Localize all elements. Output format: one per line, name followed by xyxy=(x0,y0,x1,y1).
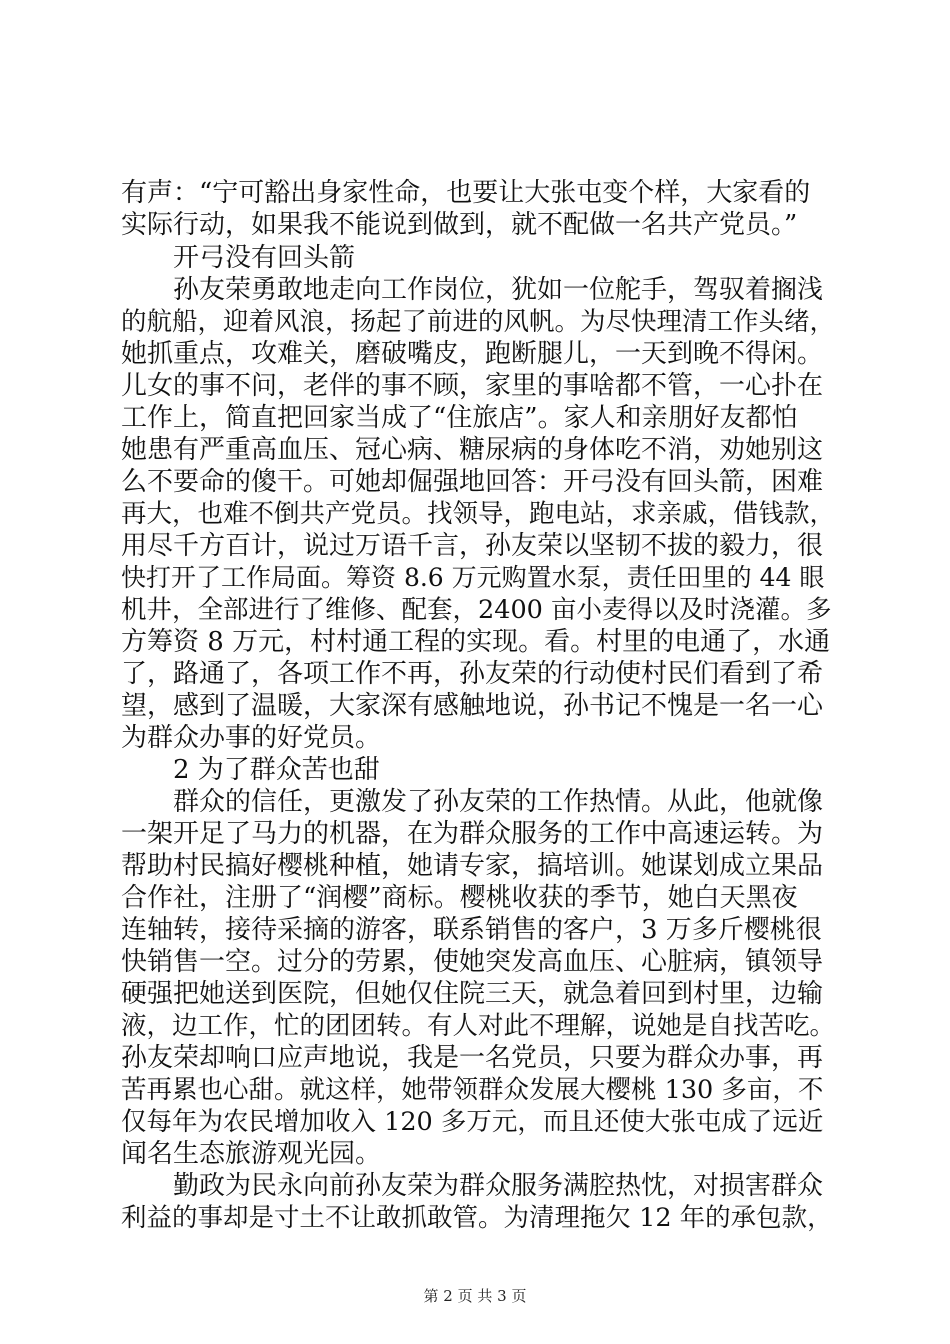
text-line: 工作上，简直把回家当成了“住旅店”。家人和亲朋好友都怕 xyxy=(121,403,798,433)
text-line: 液，边工作，忙的团团转。有人对此不理解，说她是自找苦吃。 xyxy=(121,1011,836,1041)
section-heading: 2 为了群众苦也甜 xyxy=(121,755,380,785)
text-line: 仅每年为农民增加收入 120 多万元，而且还使大张屯成了远近 xyxy=(121,1107,824,1137)
text-line: 望，感到了温暖，大家深有感触地说，孙书记不愧是一名一心 xyxy=(121,691,824,721)
text-line: 方筹资 8 万元，村村通工程的实现。看。村里的电通了，水通 xyxy=(121,627,831,657)
text-line: 群众的信任，更激发了孙友荣的工作热情。从此，他就像 xyxy=(121,787,824,817)
text-line: 一架开足了马力的机器，在为群众服务的工作中高速运转。为 xyxy=(121,819,824,849)
text-line: 的航船，迎着风浪，扬起了前进的风帆。为尽快理清工作头绪， xyxy=(121,307,836,337)
text-line: 机井，全部进行了维修、配套，2400 亩小麦得以及时浇灌。多 xyxy=(121,595,832,625)
text-line: 闻名生态旅游观光园。 xyxy=(121,1139,382,1169)
text-line: 苦再累也心甜。就这样，她带领群众发展大樱桃 130 多亩，不 xyxy=(121,1075,824,1105)
section-heading: 勤政为民永向前孙友荣为群众服务满腔热忱，对损害群众 xyxy=(121,1171,824,1201)
text-line: 合作社，注册了“润樱”商标。樱桃收获的季节，她白天黑夜 xyxy=(121,883,798,913)
text-line: 用尽千方百计，说过万语千言，孙友荣以坚韧不拔的毅力，很 xyxy=(121,531,824,561)
text-line: 她患有严重高血压、冠心病、糖尿病的身体吃不消，劝她别这 xyxy=(121,435,824,465)
text-line: 硬强把她送到医院，但她仅住院三天，就急着回到村里，边输 xyxy=(121,979,824,1009)
text-line: 为群众办事的好党员。 xyxy=(121,723,382,753)
text-line: 帮助村民搞好樱桃种植，她请专家，搞培训。她谋划成立果品 xyxy=(121,851,824,881)
text-line: 孙友荣却响口应声地说，我是一名党员，只要为群众办事，再 xyxy=(121,1043,824,1073)
page-number: 第 2 页 共 3 页 xyxy=(423,1287,527,1305)
text-line: 利益的事却是寸土不让敢抓敢管。为清理拖欠 12 年的承包款， xyxy=(121,1203,833,1233)
text-line: 么不要命的傻干。可她却倔强地回答：开弓没有回头箭，困难 xyxy=(121,467,824,497)
text-line: 儿女的事不问，老伴的事不顾，家里的事啥都不管，一心扑在 xyxy=(121,371,824,401)
text-line: 再大，也难不倒共产党员。找领导，跑电站，求亲戚，借钱款， xyxy=(121,499,836,529)
page-footer xyxy=(0,1286,950,1306)
text-line: 快打开了工作局面。筹资 8.6 万元购置水泵，责任田里的 44 眼 xyxy=(121,563,825,592)
text-line: 孙友荣勇敢地走向工作岗位，犹如一位舵手，驾驭着搁浅 xyxy=(121,275,824,305)
section-heading: 开弓没有回头箭 xyxy=(121,243,356,273)
text-line: 有声：“宁可豁出身家性命，也要让大张屯变个样，大家看的 xyxy=(121,178,811,208)
text-line: 实际行动，如果我不能说到做到，就不配做一名共产党员。” xyxy=(121,210,798,240)
text-line: 她抓重点，攻难关，磨破嘴皮，跑断腿儿，一天到晚不得闲。 xyxy=(121,339,824,369)
text-line: 快销售一空。过分的劳累，使她突发高血压、心脏病，镇领导 xyxy=(121,947,824,977)
text-line: 连轴转，接待采摘的游客，联系销售的客户，3 万多斤樱桃很 xyxy=(121,915,822,945)
text-line: 了，路通了，各项工作不再，孙友荣的行动使村民们看到了希 xyxy=(121,659,824,689)
